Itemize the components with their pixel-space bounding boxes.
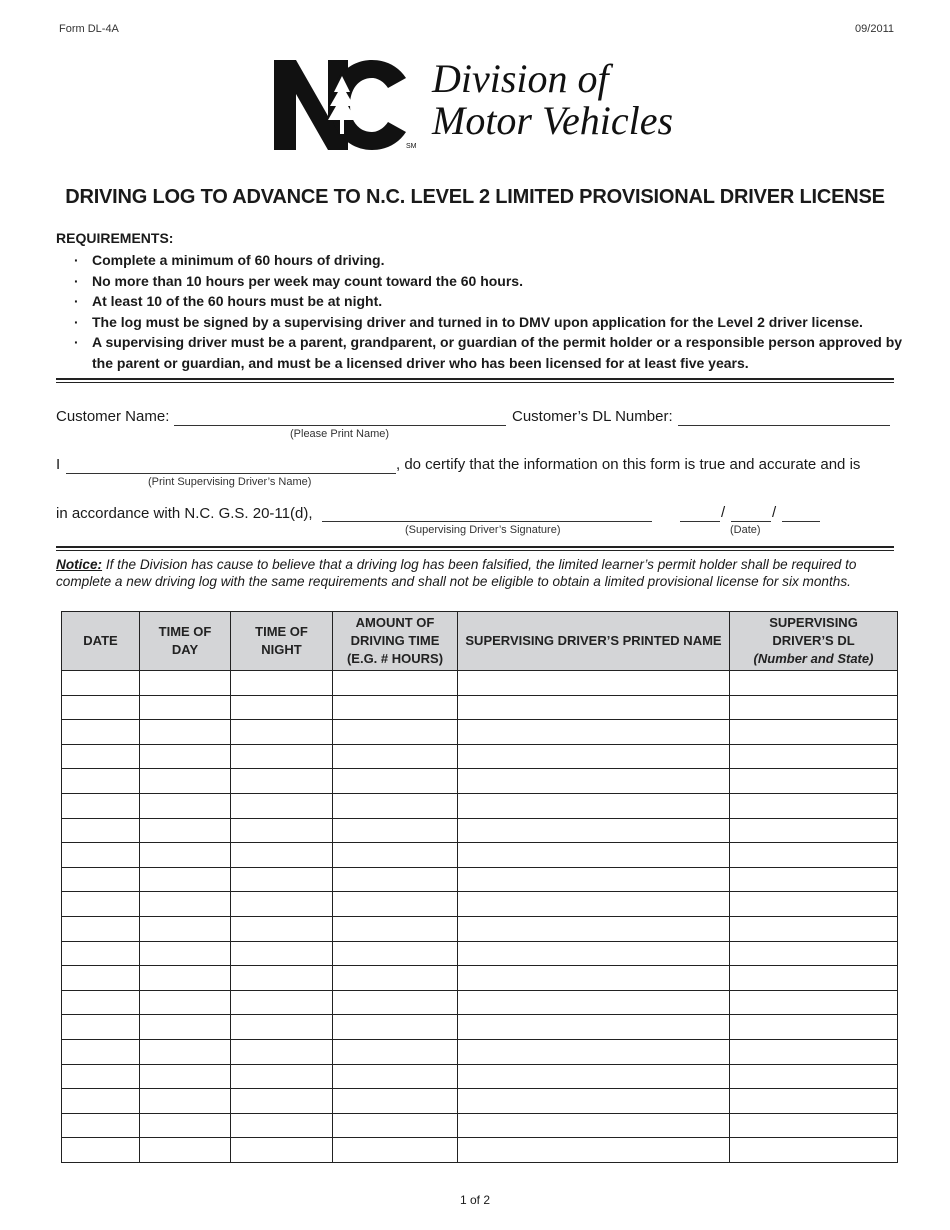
customer-name-label: Customer Name: [56, 408, 170, 425]
certify-suffix: , do certify that the information on this form is true and accurate and is [396, 456, 861, 473]
cell-amount[interactable] [333, 671, 458, 696]
cell-amount[interactable] [333, 843, 458, 868]
cell-amount[interactable] [333, 867, 458, 892]
logo-wordmark [432, 58, 673, 142]
cell-supervisor-dl[interactable] [730, 671, 898, 696]
cell-date[interactable] [62, 793, 140, 818]
cell-time-of-night[interactable] [231, 990, 333, 1015]
table-row [62, 695, 898, 720]
cell-date[interactable] [62, 818, 140, 843]
requirement-item: · No more than 10 hours per week may count toward the 60 hours. [72, 271, 912, 292]
cell-time-of-day[interactable] [140, 990, 231, 1015]
cell-time-of-night[interactable] [231, 720, 333, 745]
customer-name-field[interactable] [174, 425, 506, 426]
col-supervisor-dl: SUPERVISING DRIVER’S DL (Number and State) [730, 612, 898, 671]
cell-amount[interactable] [333, 1113, 458, 1138]
service-mark: SM [406, 143, 417, 150]
cell-time-of-night[interactable] [231, 843, 333, 868]
col-amount: AMOUNT OF DRIVING TIME (E.G. # HOURS) [333, 612, 458, 671]
requirement-item: · Complete a minimum of 60 hours of driving. [72, 250, 912, 271]
cell-time-of-night[interactable] [231, 1113, 333, 1138]
section-divider [56, 378, 894, 383]
table-row [62, 818, 898, 843]
cell-supervisor-dl[interactable] [730, 1064, 898, 1089]
cell-supervisor-dl[interactable] [730, 843, 898, 868]
cell-date[interactable] [62, 1138, 140, 1163]
cell-time-of-day[interactable] [140, 843, 231, 868]
supervising-name-field[interactable] [66, 473, 396, 474]
table-row [62, 867, 898, 892]
cell-supervisor-name[interactable] [458, 892, 730, 917]
cell-supervisor-name[interactable] [458, 720, 730, 745]
cell-amount[interactable] [333, 744, 458, 769]
cell-supervisor-name[interactable] [458, 1015, 730, 1040]
cell-time-of-day[interactable] [140, 793, 231, 818]
cell-supervisor-name[interactable] [458, 695, 730, 720]
cell-supervisor-name[interactable] [458, 671, 730, 696]
cell-supervisor-name[interactable] [458, 1064, 730, 1089]
cell-amount[interactable] [333, 793, 458, 818]
cell-supervisor-name[interactable] [458, 941, 730, 966]
cell-time-of-day[interactable] [140, 1113, 231, 1138]
cell-supervisor-dl[interactable] [730, 1138, 898, 1163]
date-separator: / [772, 504, 777, 521]
table-row [62, 720, 898, 745]
cell-time-of-night[interactable] [231, 793, 333, 818]
cell-supervisor-dl[interactable] [730, 892, 898, 917]
table-row [62, 1015, 898, 1040]
cell-supervisor-dl[interactable] [730, 916, 898, 941]
cell-amount[interactable] [333, 941, 458, 966]
cell-time-of-night[interactable] [231, 867, 333, 892]
table-body [62, 671, 898, 1163]
table-row [62, 1089, 898, 1114]
cell-amount[interactable] [333, 695, 458, 720]
cell-time-of-day[interactable] [140, 695, 231, 720]
cell-time-of-day[interactable] [140, 867, 231, 892]
table-row [62, 1138, 898, 1163]
cell-time-of-day[interactable] [140, 769, 231, 794]
accordance-text: in accordance with N.C. G.S. 20-11(d), [56, 505, 313, 522]
cell-amount[interactable] [333, 916, 458, 941]
date-day-field[interactable] [731, 521, 771, 522]
cell-time-of-day[interactable] [140, 744, 231, 769]
cell-supervisor-dl[interactable] [730, 1015, 898, 1040]
cell-time-of-day[interactable] [140, 916, 231, 941]
cell-supervisor-dl[interactable] [730, 966, 898, 991]
cell-amount[interactable] [333, 966, 458, 991]
cell-date[interactable] [62, 769, 140, 794]
cell-time-of-day[interactable] [140, 1039, 231, 1064]
cell-supervisor-name[interactable] [458, 990, 730, 1015]
cell-supervisor-name[interactable] [458, 1138, 730, 1163]
col-date: DATE [62, 612, 140, 671]
cell-time-of-night[interactable] [231, 1039, 333, 1064]
table-row [62, 744, 898, 769]
cell-time-of-night[interactable] [231, 916, 333, 941]
cell-supervisor-name[interactable] [458, 744, 730, 769]
cell-supervisor-name[interactable] [458, 966, 730, 991]
table-row [62, 892, 898, 917]
cell-time-of-night[interactable] [231, 892, 333, 917]
cell-amount[interactable] [333, 720, 458, 745]
revision-date: 09/2011 [855, 23, 894, 35]
logo-line1: Division of [432, 56, 609, 101]
customer-dl-field[interactable] [678, 425, 890, 426]
date-hint: (Date) [730, 524, 761, 536]
customer-dl-label: Customer’s DL Number: [512, 408, 673, 425]
cell-amount[interactable] [333, 818, 458, 843]
requirement-item: · At least 10 of the 60 hours must be at night. [72, 291, 912, 312]
cell-supervisor-dl[interactable] [730, 867, 898, 892]
cell-supervisor-dl[interactable] [730, 769, 898, 794]
table-row [62, 916, 898, 941]
cell-supervisor-name[interactable] [458, 916, 730, 941]
section-divider [56, 546, 894, 551]
cell-time-of-day[interactable] [140, 818, 231, 843]
cell-amount[interactable] [333, 1138, 458, 1163]
cell-date[interactable] [62, 892, 140, 917]
cell-time-of-night[interactable] [231, 1064, 333, 1089]
page-number: 1 of 2 [459, 1193, 491, 1207]
requirements-heading: REQUIREMENTS: [56, 230, 174, 246]
notice [56, 556, 906, 590]
col-time-of-night: TIME OF NIGHT [231, 612, 333, 671]
page-title: DRIVING LOG TO ADVANCE TO N.C. LEVEL 2 LIMITED PROVISIONAL DRIVER LICENSE [65, 186, 885, 208]
cell-supervisor-name[interactable] [458, 793, 730, 818]
cell-supervisor-dl[interactable] [730, 744, 898, 769]
cell-supervisor-name[interactable] [458, 818, 730, 843]
cell-date[interactable] [62, 867, 140, 892]
requirement-item: · The log must be signed by a supervising driver and turned in to DMV upon application for the Level 2 driver license. [72, 312, 912, 333]
cell-amount[interactable] [333, 1039, 458, 1064]
cell-amount[interactable] [333, 1089, 458, 1114]
supervising-name-hint: (Print Supervising Driver’s Name) [148, 476, 312, 488]
cell-time-of-night[interactable] [231, 769, 333, 794]
col-supervisor-name: SUPERVISING DRIVER’S PRINTED NAME [458, 612, 730, 671]
cell-time-of-night[interactable] [231, 744, 333, 769]
date-month-field[interactable] [680, 521, 720, 522]
signature-field[interactable] [322, 521, 652, 522]
cell-time-of-night[interactable] [231, 671, 333, 696]
table-row [62, 671, 898, 696]
driving-log-table [61, 611, 898, 1163]
cell-supervisor-dl[interactable] [730, 793, 898, 818]
requirements-list [72, 250, 912, 373]
cell-date[interactable] [62, 671, 140, 696]
cell-time-of-day[interactable] [140, 941, 231, 966]
cell-time-of-day[interactable] [140, 1089, 231, 1114]
cell-time-of-day[interactable] [140, 720, 231, 745]
cell-supervisor-dl[interactable] [730, 1039, 898, 1064]
cell-time-of-night[interactable] [231, 1089, 333, 1114]
cell-amount[interactable] [333, 1064, 458, 1089]
cell-date[interactable] [62, 1113, 140, 1138]
date-separator: / [721, 504, 726, 521]
cell-supervisor-name[interactable] [458, 867, 730, 892]
cell-date[interactable] [62, 941, 140, 966]
table-row [62, 843, 898, 868]
cell-supervisor-name[interactable] [458, 1039, 730, 1064]
cell-date[interactable] [62, 744, 140, 769]
cell-date[interactable] [62, 990, 140, 1015]
cell-time-of-night[interactable] [231, 966, 333, 991]
cell-time-of-night[interactable] [231, 695, 333, 720]
cell-time-of-night[interactable] [231, 818, 333, 843]
cell-amount[interactable] [333, 990, 458, 1015]
cell-time-of-night[interactable] [231, 1138, 333, 1163]
cell-amount[interactable] [333, 892, 458, 917]
cell-supervisor-name[interactable] [458, 1113, 730, 1138]
nc-logo [272, 58, 422, 152]
cell-time-of-day[interactable] [140, 1015, 231, 1040]
cell-date[interactable] [62, 916, 140, 941]
cell-supervisor-dl[interactable] [730, 941, 898, 966]
cell-date[interactable] [62, 720, 140, 745]
cell-supervisor-name[interactable] [458, 843, 730, 868]
col-time-of-day: TIME OF DAY [140, 612, 231, 671]
cell-amount[interactable] [333, 1015, 458, 1040]
cell-supervisor-name[interactable] [458, 1089, 730, 1114]
cell-time-of-night[interactable] [231, 941, 333, 966]
signature-hint: (Supervising Driver’s Signature) [405, 524, 561, 536]
cell-date[interactable] [62, 1015, 140, 1040]
logo-line2: Motor Vehicles [432, 98, 674, 143]
table-row [62, 1039, 898, 1064]
cell-supervisor-name[interactable] [458, 769, 730, 794]
cell-date[interactable] [62, 966, 140, 991]
cell-time-of-day[interactable] [140, 1138, 231, 1163]
table-header-row [62, 612, 898, 671]
cell-time-of-day[interactable] [140, 1064, 231, 1089]
cell-date[interactable] [62, 695, 140, 720]
table-row [62, 793, 898, 818]
cell-supervisor-dl[interactable] [730, 1089, 898, 1114]
cell-supervisor-dl[interactable] [730, 695, 898, 720]
cell-amount[interactable] [333, 769, 458, 794]
cell-supervisor-dl[interactable] [730, 818, 898, 843]
table-row [62, 1064, 898, 1089]
table-row [62, 769, 898, 794]
cell-date[interactable] [62, 1064, 140, 1089]
certify-prefix: I [56, 456, 61, 473]
cell-date[interactable] [62, 1089, 140, 1114]
cell-supervisor-dl[interactable] [730, 990, 898, 1015]
notice-text: If the Division has cause to believe that a driving log has been falsified, the limited learner’s permit holder shall be required to complete a new driving log with the same requirements and shall not be eligible to obtain a limited provisional license for six months. [56, 557, 857, 589]
cell-supervisor-dl[interactable] [730, 720, 898, 745]
table-row [62, 966, 898, 991]
cell-date[interactable] [62, 843, 140, 868]
notice-label: Notice: [56, 557, 103, 572]
cell-time-of-night[interactable] [231, 1015, 333, 1040]
cell-supervisor-dl[interactable] [730, 1113, 898, 1138]
date-year-field[interactable] [782, 521, 820, 522]
customer-name-hint: (Please Print Name) [290, 428, 390, 440]
table-row [62, 1113, 898, 1138]
form-id: Form DL-4A [59, 23, 119, 35]
table-row [62, 990, 898, 1015]
table-row [62, 941, 898, 966]
cell-time-of-day[interactable] [140, 892, 231, 917]
cell-time-of-day[interactable] [140, 966, 231, 991]
cell-date[interactable] [62, 1039, 140, 1064]
cell-time-of-day[interactable] [140, 671, 231, 696]
requirement-item: · A supervising driver must be a parent, grandparent, or guardian of the permit holder or a responsible person approved by the parent or guardian, and must be a licensed driver who has been licensed for at least five years. [72, 332, 912, 373]
